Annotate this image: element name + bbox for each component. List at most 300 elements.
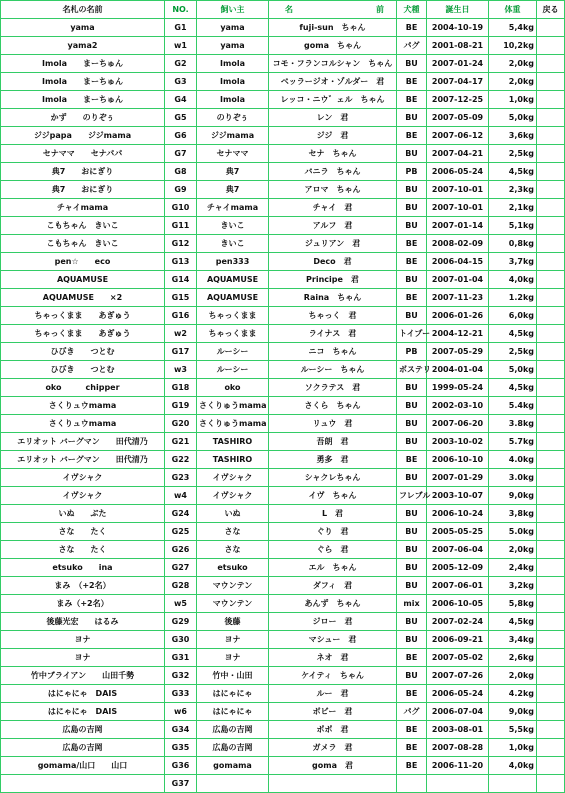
cell-breed: BE <box>397 289 427 307</box>
cell-back <box>537 163 565 181</box>
table-row <box>1 595 565 613</box>
cell-tag-name <box>1 775 165 793</box>
cell-tag-name: さな たく <box>1 541 165 559</box>
cell-no: G4 <box>165 91 197 109</box>
cell-pet-name: goma ちゃん <box>269 37 397 55</box>
cell-tag-name: まみ（+2名） <box>1 595 165 613</box>
table-row <box>1 613 565 631</box>
cell-pet-name: 吾朗 君 <box>269 433 397 451</box>
cell-owner: いぬ <box>197 505 269 523</box>
cell-owner: さくりゅうmama <box>197 415 269 433</box>
cell-tag-name: 広島の吉岡 <box>1 721 165 739</box>
cell-no: G6 <box>165 127 197 145</box>
cell-pet-name: チャイ 君 <box>269 199 397 217</box>
cell-breed: BE <box>397 721 427 739</box>
cell-birthday: 2004-10-19 <box>427 19 489 37</box>
cell-no: G37 <box>165 775 197 793</box>
cell-breed: BU <box>397 145 427 163</box>
cell-pet-name: イヴ ちゃん <box>269 487 397 505</box>
cell-weight: 4,5kg <box>489 163 537 181</box>
table-row <box>1 451 565 469</box>
cell-tag-name: 典7 おにぎり <box>1 181 165 199</box>
cell-no: G35 <box>165 739 197 757</box>
cell-back <box>537 235 565 253</box>
cell-no: G9 <box>165 181 197 199</box>
cell-breed: BU <box>397 397 427 415</box>
cell-tag-name: こもちゃん きいこ <box>1 217 165 235</box>
cell-breed: BU <box>397 577 427 595</box>
table-row <box>1 253 565 271</box>
cell-back <box>537 127 565 145</box>
cell-weight: 4,5kg <box>489 613 537 631</box>
cell-pet-name: ガメラ 君 <box>269 739 397 757</box>
cell-birthday: 2007-11-23 <box>427 289 489 307</box>
table-row <box>1 415 565 433</box>
cell-no: G28 <box>165 577 197 595</box>
cell-no: G29 <box>165 613 197 631</box>
table-row <box>1 289 565 307</box>
cell-weight: 3,8kg <box>489 505 537 523</box>
cell-pet-name: バニラ ちゃん <box>269 163 397 181</box>
cell-no: G30 <box>165 631 197 649</box>
cell-no: G1 <box>165 19 197 37</box>
cell-owner: ちゃっくまま <box>197 325 269 343</box>
cell-back <box>537 55 565 73</box>
cell-pet-name: ルー 君 <box>269 685 397 703</box>
cell-back <box>537 685 565 703</box>
back-link[interactable]: 戻る <box>537 1 565 19</box>
cell-pet-name: ボビー 君 <box>269 703 397 721</box>
cell-pet-name: シャクレちゃん <box>269 469 397 487</box>
cell-weight: 2,5kg <box>489 343 537 361</box>
table-row <box>1 505 565 523</box>
cell-tag-name: ちゃっくまま あぎゅう <box>1 307 165 325</box>
cell-owner <box>197 775 269 793</box>
cell-back <box>537 757 565 775</box>
cell-pet-name: ネオ 君 <box>269 649 397 667</box>
cell-pet-name: ジロー 君 <box>269 613 397 631</box>
cell-birthday: 2006-01-26 <box>427 307 489 325</box>
cell-no: G5 <box>165 109 197 127</box>
cell-back <box>537 451 565 469</box>
cell-weight: 3,4kg <box>489 631 537 649</box>
cell-no: G14 <box>165 271 197 289</box>
cell-weight: 2,0kg <box>489 541 537 559</box>
cell-back <box>537 217 565 235</box>
cell-weight: 5,8kg <box>489 595 537 613</box>
table-row <box>1 361 565 379</box>
cell-tag-name: yama2 <box>1 37 165 55</box>
cell-breed: BU <box>397 469 427 487</box>
cell-weight: 4.2kg <box>489 685 537 703</box>
table-row <box>1 559 565 577</box>
cell-owner: セナママ <box>197 145 269 163</box>
cell-birthday: 2006-10-24 <box>427 505 489 523</box>
cell-back <box>537 649 565 667</box>
cell-pet-name: L 君 <box>269 505 397 523</box>
cell-back <box>537 469 565 487</box>
table-row <box>1 379 565 397</box>
cell-tag-name: Imola まーちゅん <box>1 55 165 73</box>
cell-back <box>537 343 565 361</box>
cell-no: G21 <box>165 433 197 451</box>
cell-no: G15 <box>165 289 197 307</box>
cell-breed: BU <box>397 505 427 523</box>
cell-birthday: 2003-10-07 <box>427 487 489 505</box>
cell-tag-name: イヴシャク <box>1 469 165 487</box>
cell-weight: 3.8kg <box>489 415 537 433</box>
cell-owner: 後藤 <box>197 613 269 631</box>
header-tag-name: 名札の名前 <box>1 1 165 19</box>
cell-breed: BU <box>397 559 427 577</box>
cell-no: G33 <box>165 685 197 703</box>
cell-weight: 9,0kg <box>489 487 537 505</box>
cell-weight: 10,2kg <box>489 37 537 55</box>
cell-birthday: 2008-02-09 <box>427 235 489 253</box>
cell-breed: BU <box>397 613 427 631</box>
cell-tag-name: yama <box>1 19 165 37</box>
table-row <box>1 217 565 235</box>
cell-pet-name: コモ・フランコルシャン ちゃん <box>269 55 397 73</box>
cell-no: G23 <box>165 469 197 487</box>
cell-tag-name: ヨナ <box>1 631 165 649</box>
cell-back <box>537 289 565 307</box>
cell-birthday: 2007-01-04 <box>427 271 489 289</box>
cell-breed: BU <box>397 109 427 127</box>
cell-tag-name: 竹中ブライアン 山田千勢 <box>1 667 165 685</box>
cell-back <box>537 505 565 523</box>
cell-breed: BU <box>397 217 427 235</box>
cell-pet-name: Principe 君 <box>269 271 397 289</box>
cell-tag-name: セナママ セナパパ <box>1 145 165 163</box>
cell-pet-name: Deco 君 <box>269 253 397 271</box>
cell-breed: BU <box>397 523 427 541</box>
cell-weight: 2,3kg <box>489 181 537 199</box>
cell-weight: 4,0kg <box>489 271 537 289</box>
cell-back <box>537 379 565 397</box>
cell-no: G16 <box>165 307 197 325</box>
cell-no: G12 <box>165 235 197 253</box>
cell-owner: pen333 <box>197 253 269 271</box>
cell-tag-name: エリオット バーグマン 田代清乃 <box>1 433 165 451</box>
cell-birthday: 2007-05-02 <box>427 649 489 667</box>
cell-owner: gomama <box>197 757 269 775</box>
cell-pet-name: エル ちゃん <box>269 559 397 577</box>
cell-back <box>537 109 565 127</box>
cell-pet-name: ダフィ 君 <box>269 577 397 595</box>
cell-breed: BU <box>397 55 427 73</box>
cell-tag-name: 典7 おにぎり <box>1 163 165 181</box>
cell-birthday: 2007-08-28 <box>427 739 489 757</box>
cell-owner: AQUAMUSE <box>197 271 269 289</box>
cell-no: w4 <box>165 487 197 505</box>
cell-birthday: 2006-07-04 <box>427 703 489 721</box>
cell-back <box>537 667 565 685</box>
cell-tag-name: ちゃっくまま あぎゅう <box>1 325 165 343</box>
cell-birthday: 2007-04-17 <box>427 73 489 91</box>
cell-no: G2 <box>165 55 197 73</box>
cell-owner: イヴシャク <box>197 469 269 487</box>
table-row <box>1 739 565 757</box>
cell-weight: 0,8kg <box>489 235 537 253</box>
cell-no: G10 <box>165 199 197 217</box>
cell-breed: PB <box>397 163 427 181</box>
cell-birthday: 2006-04-15 <box>427 253 489 271</box>
cell-pet-name: セナ ちゃん <box>269 145 397 163</box>
cell-weight: 5,4kg <box>489 19 537 37</box>
cell-no: G19 <box>165 397 197 415</box>
cell-breed: パグ <box>397 37 427 55</box>
cell-back <box>537 541 565 559</box>
cell-no: G34 <box>165 721 197 739</box>
cell-back <box>537 775 565 793</box>
table-row <box>1 19 565 37</box>
cell-no: G3 <box>165 73 197 91</box>
cell-owner: のりぞぅ <box>197 109 269 127</box>
cell-birthday: 2005-05-25 <box>427 523 489 541</box>
cell-no: G17 <box>165 343 197 361</box>
cell-back <box>537 271 565 289</box>
cell-weight: 9,0kg <box>489 703 537 721</box>
cell-tag-name: イヴシャク <box>1 487 165 505</box>
cell-birthday: 2007-10-01 <box>427 181 489 199</box>
cell-owner: チャイmama <box>197 199 269 217</box>
cell-owner: さな <box>197 523 269 541</box>
header-no: NO. <box>165 1 197 19</box>
cell-breed: BE <box>397 739 427 757</box>
cell-weight <box>489 775 537 793</box>
cell-weight: 2,0kg <box>489 73 537 91</box>
cell-birthday <box>427 775 489 793</box>
cell-weight: 2,6kg <box>489 649 537 667</box>
table-row <box>1 631 565 649</box>
table-row <box>1 235 565 253</box>
cell-birthday: 2007-01-24 <box>427 55 489 73</box>
cell-pet-name: ライナス 君 <box>269 325 397 343</box>
cell-pet-name: 勇多 君 <box>269 451 397 469</box>
cell-pet-name: ソクラテス 君 <box>269 379 397 397</box>
cell-owner: Imola <box>197 55 269 73</box>
cell-birthday: 2001-08-21 <box>427 37 489 55</box>
cell-tag-name: Imola まーちゅん <box>1 91 165 109</box>
cell-pet-name: ぐり 君 <box>269 523 397 541</box>
cell-owner: yama <box>197 19 269 37</box>
table-row <box>1 703 565 721</box>
cell-breed <box>397 775 427 793</box>
cell-weight: 5.7kg <box>489 433 537 451</box>
cell-weight: 4,5kg <box>489 379 537 397</box>
cell-breed: PB <box>397 343 427 361</box>
cell-tag-name: ジジpapa ジジmama <box>1 127 165 145</box>
cell-breed: BE <box>397 73 427 91</box>
cell-breed: ボステリ <box>397 361 427 379</box>
cell-tag-name: 広島の吉岡 <box>1 739 165 757</box>
cell-breed: BU <box>397 667 427 685</box>
table-row <box>1 541 565 559</box>
table-row <box>1 145 565 163</box>
cell-breed: BU <box>397 181 427 199</box>
table-row <box>1 757 565 775</box>
cell-weight: 5,5kg <box>489 721 537 739</box>
cell-back <box>537 721 565 739</box>
cell-weight: 2,0kg <box>489 667 537 685</box>
cell-owner: きいこ <box>197 217 269 235</box>
cell-back <box>537 523 565 541</box>
table-row <box>1 271 565 289</box>
table-row <box>1 325 565 343</box>
cell-no: w3 <box>165 361 197 379</box>
cell-tag-name: ひびき つとむ <box>1 361 165 379</box>
cell-breed: BU <box>397 433 427 451</box>
cell-no: G27 <box>165 559 197 577</box>
cell-tag-name: はにゃにゃ DAIS <box>1 703 165 721</box>
cell-back <box>537 199 565 217</box>
cell-weight: 5,1kg <box>489 217 537 235</box>
cell-birthday: 2004-01-04 <box>427 361 489 379</box>
cell-birthday: 2007-12-25 <box>427 91 489 109</box>
cell-owner: はにゃにゃ <box>197 685 269 703</box>
cell-breed: BU <box>397 379 427 397</box>
cell-pet-name: アルフ 君 <box>269 217 397 235</box>
cell-no: G36 <box>165 757 197 775</box>
cell-tag-name: AQUAMUSE ×2 <box>1 289 165 307</box>
cell-birthday: 2007-06-04 <box>427 541 489 559</box>
cell-no: G20 <box>165 415 197 433</box>
cell-back <box>537 73 565 91</box>
cell-pet-name: ジュリアン 君 <box>269 235 397 253</box>
header-weight: 体重 <box>489 1 537 19</box>
cell-back <box>537 397 565 415</box>
cell-birthday: 2007-06-01 <box>427 577 489 595</box>
cell-back <box>537 361 565 379</box>
table-row <box>1 775 565 793</box>
cell-back <box>537 307 565 325</box>
cell-tag-name: いぬ ぶた <box>1 505 165 523</box>
cell-pet-name: あんず ちゃん <box>269 595 397 613</box>
cell-weight: 1,0kg <box>489 91 537 109</box>
cell-pet-name: マシュー 君 <box>269 631 397 649</box>
table-row <box>1 307 565 325</box>
cell-pet-name: ベッラージオ・ゾルダー 君 <box>269 73 397 91</box>
cell-birthday: 2003-10-02 <box>427 433 489 451</box>
cell-no: w6 <box>165 703 197 721</box>
cell-owner: 広島の吉岡 <box>197 721 269 739</box>
cell-tag-name: さな たく <box>1 523 165 541</box>
table-body <box>1 19 565 793</box>
cell-weight: 6,0kg <box>489 307 537 325</box>
cell-owner: 竹中・山田 <box>197 667 269 685</box>
cell-pet-name: ちゃっく 君 <box>269 307 397 325</box>
table-row <box>1 181 565 199</box>
cell-tag-name: etsuko ina <box>1 559 165 577</box>
cell-weight: 5.0kg <box>489 523 537 541</box>
cell-back <box>537 613 565 631</box>
cell-owner: TASHIRO <box>197 451 269 469</box>
cell-weight: 4,5kg <box>489 325 537 343</box>
table-row <box>1 73 565 91</box>
cell-tag-name: エリオット バーグマン 田代清乃 <box>1 451 165 469</box>
cell-owner: yama <box>197 37 269 55</box>
cell-breed: BE <box>397 19 427 37</box>
cell-back <box>537 91 565 109</box>
cell-pet-name: ケイティ ちゃん <box>269 667 397 685</box>
cell-pet-name: ジジ 君 <box>269 127 397 145</box>
cell-breed: BE <box>397 253 427 271</box>
cell-weight: 3,6kg <box>489 127 537 145</box>
cell-birthday: 2007-05-09 <box>427 109 489 127</box>
cell-birthday: 2006-10-10 <box>427 451 489 469</box>
cell-birthday: 2007-04-21 <box>427 145 489 163</box>
table-row <box>1 523 565 541</box>
table-row <box>1 343 565 361</box>
cell-birthday: 2007-02-24 <box>427 613 489 631</box>
cell-breed: BU <box>397 199 427 217</box>
cell-no: G26 <box>165 541 197 559</box>
cell-owner: きいこ <box>197 235 269 253</box>
cell-breed: BU <box>397 271 427 289</box>
header-pet-name <box>269 1 397 19</box>
table-row <box>1 37 565 55</box>
cell-pet-name <box>269 775 397 793</box>
header-row <box>1 1 565 19</box>
cell-owner: TASHIRO <box>197 433 269 451</box>
cell-breed: BE <box>397 451 427 469</box>
cell-tag-name: AQUAMUSE <box>1 271 165 289</box>
header-birthday: 誕生日 <box>427 1 489 19</box>
cell-no: G8 <box>165 163 197 181</box>
cell-owner: 典7 <box>197 181 269 199</box>
cell-no: G32 <box>165 667 197 685</box>
cell-weight: 3,7kg <box>489 253 537 271</box>
cell-owner: ヨナ <box>197 649 269 667</box>
cell-pet-name: fuji-sun ちゃん <box>269 19 397 37</box>
header-breed: 犬種 <box>397 1 427 19</box>
cell-breed: BE <box>397 757 427 775</box>
cell-tag-name: 後藤光宏 はるみ <box>1 613 165 631</box>
cell-pet-name: ルーシー ちゃん <box>269 361 397 379</box>
cell-pet-name: さくら ちゃん <box>269 397 397 415</box>
cell-breed: トイプー <box>397 325 427 343</box>
cell-owner: マウンテン <box>197 577 269 595</box>
cell-birthday: 2006-09-21 <box>427 631 489 649</box>
cell-owner: イヴシャク <box>197 487 269 505</box>
cell-pet-name: レッコ・ニウ゛ェル ちゃん <box>269 91 397 109</box>
cell-breed: BU <box>397 307 427 325</box>
cell-weight: 4.0kg <box>489 451 537 469</box>
cell-weight: 5,0kg <box>489 361 537 379</box>
cell-owner: oko <box>197 379 269 397</box>
cell-back <box>537 325 565 343</box>
cell-pet-name: アロマ ちゃん <box>269 181 397 199</box>
cell-breed: フレブル <box>397 487 427 505</box>
cell-weight: 2,5kg <box>489 145 537 163</box>
cell-owner: ちゃっくまま <box>197 307 269 325</box>
table-row <box>1 721 565 739</box>
cell-tag-name: さくりュウmama <box>1 397 165 415</box>
cell-no: G22 <box>165 451 197 469</box>
cell-birthday: 2007-01-14 <box>427 217 489 235</box>
cell-no: w1 <box>165 37 197 55</box>
cell-tag-name: ヨナ <box>1 649 165 667</box>
cell-breed: BU <box>397 541 427 559</box>
cell-birthday: 2006-10-05 <box>427 595 489 613</box>
table-row <box>1 397 565 415</box>
cell-weight: 4,0kg <box>489 757 537 775</box>
cell-owner: はにゃにゃ <box>197 703 269 721</box>
table-row <box>1 55 565 73</box>
cell-no: G11 <box>165 217 197 235</box>
cell-pet-name: ぐら 君 <box>269 541 397 559</box>
